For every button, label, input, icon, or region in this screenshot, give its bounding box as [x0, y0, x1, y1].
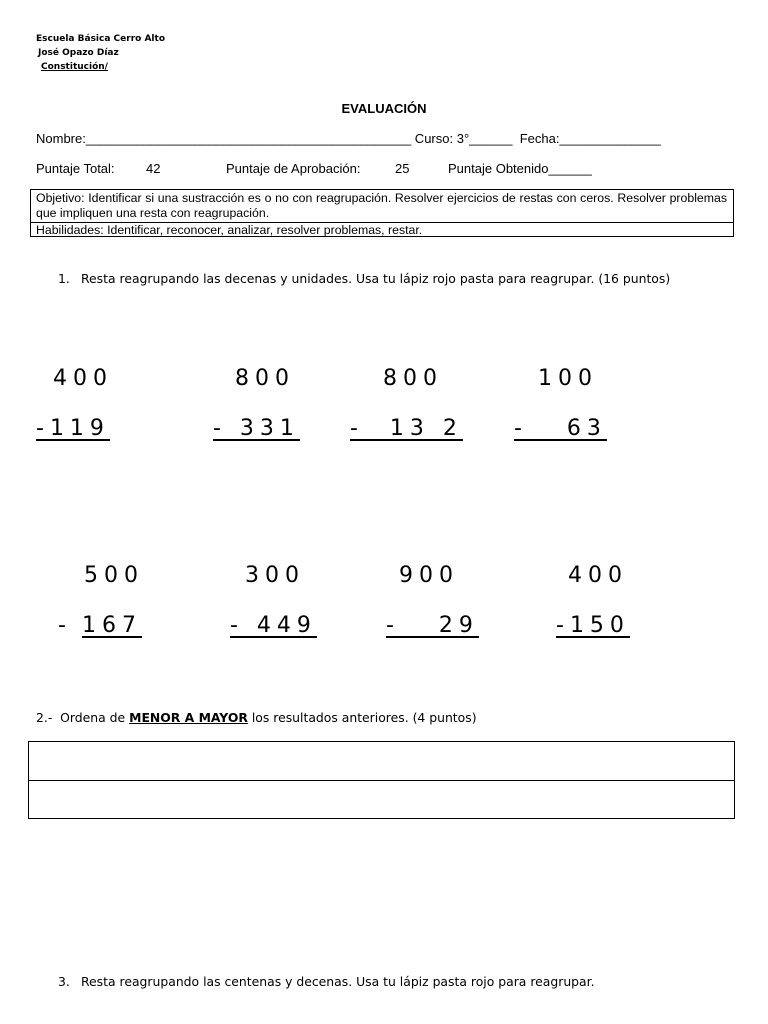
question2-text	[36, 707, 477, 728]
teacher-name: José Opazo Díaz	[38, 48, 119, 58]
answer-divider	[29, 780, 734, 781]
question3-number: 3.	[58, 974, 70, 989]
exercise-1-top: 400	[53, 366, 113, 391]
exercise-6-bottom: - 449	[230, 613, 317, 638]
exercise-7-bottom: - 29	[386, 613, 479, 638]
school-name: Escuela Básica Cerro Alto	[36, 34, 165, 44]
question2-prefix: 2.- Ordena de	[36, 710, 130, 725]
exercise-2-bottom: - 331	[213, 416, 300, 441]
nombre-curso-fecha-line: Nombre:_____________________________________________ Curso: 3°______ Fecha:______________	[36, 131, 661, 146]
exercise-2-top: 800	[235, 366, 295, 391]
puntaje-obtenido: Puntaje Obtenido______	[448, 161, 592, 176]
exercise-4-bottom: - 63	[514, 416, 607, 441]
page-title: EVALUACIÓN	[341, 101, 427, 116]
exercise-5-top: 500	[84, 563, 144, 588]
exercise-3-bottom: - 13 2	[350, 416, 463, 441]
question3-text: Resta reagrupando las centenas y decenas. Usa tu lápiz pasta rojo para reagrupar.	[81, 974, 595, 989]
question2-emphasis: MENOR A MAYOR	[129, 710, 248, 725]
exercise-7-top: 900	[399, 563, 459, 588]
exercise-8-top: 400	[568, 563, 628, 588]
exercise-8-bottom: -150	[556, 613, 630, 638]
puntaje-aprobacion-value: 25	[395, 161, 410, 176]
question1-number: 1.	[58, 271, 70, 286]
exercise-4-top: 100	[538, 366, 598, 391]
school-header	[36, 32, 165, 74]
puntaje-total-value: 42	[146, 161, 161, 176]
exercise-5-bottom: 167	[82, 613, 142, 638]
question1-text: Resta reagrupando las decenas y unidades. Usa tu lápiz rojo pasta para reagrupar. (16 puntos)	[81, 271, 671, 286]
puntaje-aprobacion-label: Puntaje de Aprobación:	[226, 161, 361, 176]
school-city: Constitución/	[41, 62, 108, 72]
habilidades-text: Habilidades: Identificar, reconocer, analizar, resolver problemas, restar.	[36, 223, 423, 237]
answer-box[interactable]	[28, 741, 735, 819]
exercise-1-bottom: -119	[36, 416, 110, 441]
exercise-5-minus: -	[58, 613, 85, 638]
exercise-3-top: 800	[383, 366, 443, 391]
objectives-box	[30, 189, 734, 237]
puntaje-total-label: Puntaje Total:	[36, 161, 115, 176]
objetivo-text: Objetivo: Identificar si una sustracción es o no con reagrupación. Resolver ejercicios de restas con ceros. Resolver problemas que impliquen una resta con reagrupación.	[36, 191, 727, 220]
question2-suffix: los resultados anteriores. (4 puntos)	[247, 710, 477, 725]
exercise-6-top: 300	[245, 563, 305, 588]
